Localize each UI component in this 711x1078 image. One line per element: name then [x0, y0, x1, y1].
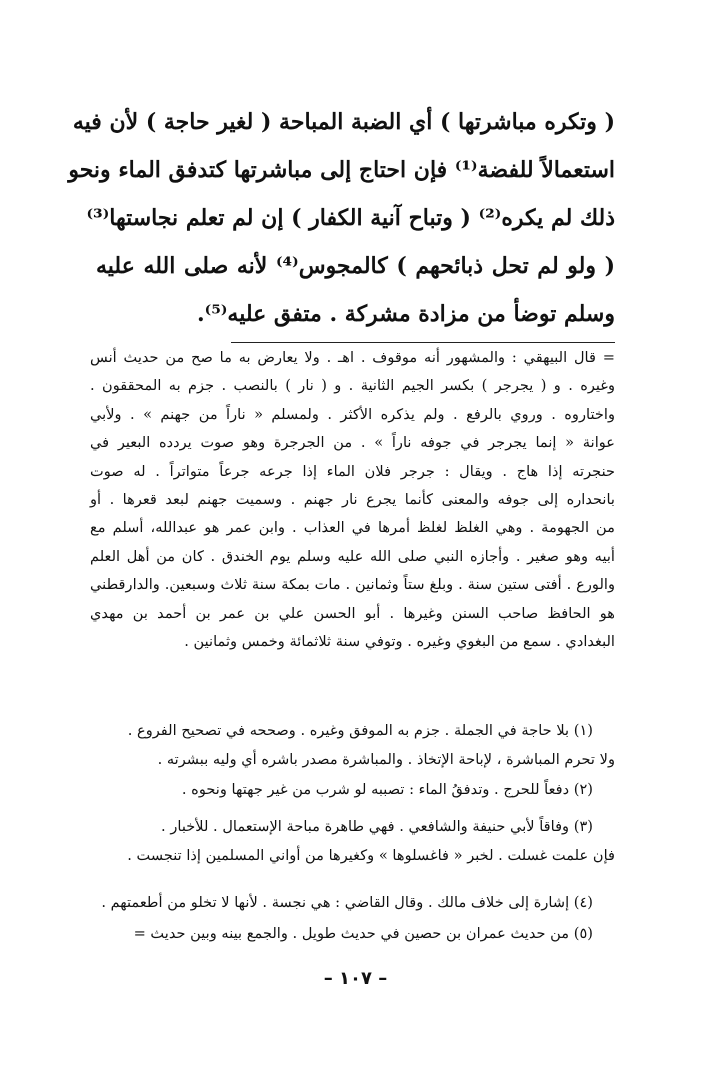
footnote-5 — [90, 919, 615, 948]
footnote-line: وغيره . و ( يجرجر ) بكسر الجيم الثانية . و ( نار ) بالنصب . جزم به المحققون . — [90, 377, 615, 395]
footnote-line: فإن علمت غسلت . لخبر « فاغسلوها » وكغيرها من أواني المسلمين إذا تنجست . — [127, 847, 615, 864]
footnote-line: أبيه وهو صغير . وأجازه النبي صلى الله عليه وسلم يوم الخندق . كان من أهل العلم — [90, 547, 615, 565]
footnote-4 — [90, 888, 615, 917]
footnote-line: حنجرته إذا هاج . ويقال : جرجر فلان الماء إذا جرعه جرعاً متواتراً . له صوت — [90, 462, 615, 480]
footnote-line: والورع . أفتى ستين سنة . وبلغ ستاً وثمانين . مات بمكة سنة ثلاث وسبعين. والدارقطني — [90, 576, 615, 594]
footnote-line: = قال البيهقي : والمشهور أنه موقوف . اهـ . ولا يعارض به ما صح من حديث أنس — [90, 349, 615, 366]
footnote-line: (٥) من حديث عمران بن حصين في حديث طويل . والجمع بينه وبين حديث = — [133, 925, 593, 942]
footnote-separator — [231, 342, 615, 343]
page-number: – ١٠٧ – — [323, 968, 388, 989]
footnote-line: واختاروه . وروي بالرفع . ولم يذكره الأكثر . ولمسلم « ناراً من جهنم » . ولأبي — [90, 405, 615, 423]
footnote-line: البغدادي . سمع من البغوي وغيره . وتوفي سنة ثلاثمائة وخمس وثمانين . — [184, 632, 615, 650]
main-text-line: استعمالاً للفضة⁽¹⁾ فإن احتاج إلى مباشرتها كتدفق الماء ونحو — [68, 157, 615, 183]
footnote-line: من الجهومة . وهي الغلظ لغلظ أمرها في العذاب . وابن عمر هو عبدالله، أسلم مع — [90, 519, 615, 537]
footnote-2 — [90, 775, 615, 804]
continued-footnote — [90, 344, 615, 656]
footnote-line: ولا تحرم المباشرة ، لإباحة الإتخاذ . والمباشرة مصدر باشره أي وليه ببشرته . — [157, 751, 615, 768]
main-text-line: ( وتكره مباشرتها ) أي الضبة المباحة ( لغير حاجة ) لأن فيه — [72, 109, 615, 135]
main-text-line: وسلم توضأ من مزادة مشركة . متفق عليه⁽⁵⁾. — [197, 301, 615, 327]
footnote-line: عوانة « إنما يجرجر في جوفه ناراً » . من الجرجرة وهو صوت يردده البعير في — [90, 434, 615, 452]
footnote-1 — [90, 716, 615, 774]
footnote-line: (٢) دفعاً للحرج . وتدفقُ الماء : تصببه لو شرب من غير جهتها ونحوه . — [181, 781, 593, 798]
footnote-line: (٣) وفاقاً لأبي حنيفة والشافعي . فهي طاهرة مباحة الإستعمال . للأخبار . — [161, 818, 593, 835]
footnote-line: هو الحافظ صاحب السنن وغيرها . أبو الحسن علي بن عمر بن أحمد بن مهدي — [90, 604, 615, 622]
footnote-line: (٤) إشارة إلى خلاف مالك . وقال القاضي : هي نجسة . لأنها لا تخلو من أطعمتهم . — [101, 894, 593, 911]
footnote-3 — [90, 812, 615, 870]
footnote-line: (١) بلا حاجة في الجملة . جزم به الموفق وغيره . وصححه في تصحيح الفروع . — [127, 722, 593, 739]
main-text — [68, 98, 615, 338]
footnote-line: بانحداره إلى جوفه والمعنى كأنما يجرع نار جهنم . وسميت جهنم لبعد قعرها . أو — [90, 490, 615, 508]
main-text-line: ذلك لم يكره⁽²⁾ ( وتباح آنية الكفار ) إن لم تعلم نجاستها⁽³⁾ — [86, 205, 615, 231]
main-text-line: ( ولو لم تحل ذبائحهم ) كالمجوس⁽⁴⁾ لأنه صلى الله عليه — [96, 253, 615, 279]
